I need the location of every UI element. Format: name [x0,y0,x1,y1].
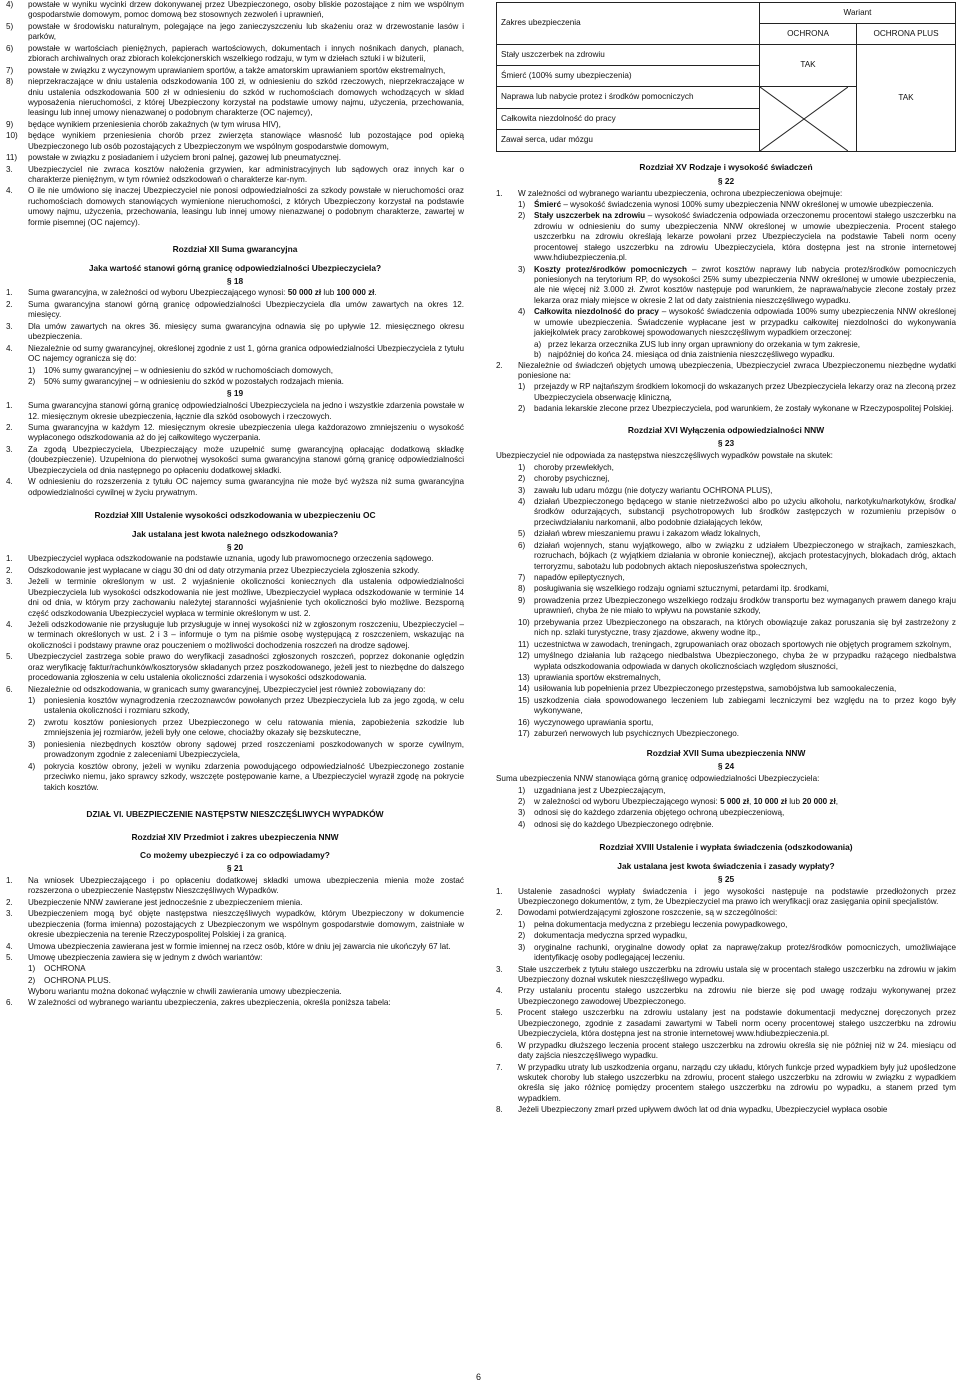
list-number: 14) [518,684,530,694]
list-item: 8) nieprzekraczające w dniu ustalenia odszkodowania 100 zł, w odniesieniu do szkód rzeczowych, nieprzekraczające w dniu ustalenia odszkodowania 500 zł w odniesieniu do szkód w ruchomościach domowych wchodzących w skład wyposażenia nieruchomości, z której Ubezpieczony korzystał na podstawie umowy najmu, użyczenia, przechowania, leasingu lub innej umowy nienazwanej o podobnym charakterze (OC najemcy), [6,77,464,118]
list-number: 3) [518,485,526,495]
paragraph: 3. Jeżeli w terminie określonym w ust. 2 wyjaśnienie okoliczności koniecznych dla ustalenia odpowiedzialności Ubezpieczyciela lub wysokości odszkodowania nie jest możliwe, Ubezpieczyciel wypłaca odszkodowanie w terminie 14 dni od dnia, w którym przy zachowaniu należytej staranności wyjaśnienie tych okoliczności było możliwe. Bezsporną część odszkodowania Ubezpieczyciel wypłaca w terminie określonym w ust. 2. [6,577,464,618]
table-header: OCHRONA PLUS [857,24,956,45]
table-cell: Śmierć (100% sumy ubezpieczenia) [497,66,760,87]
paragraph: 5. Procent stałego uszczerbku na zdrowiu ustalany jest na podstawie dokumentacji medycznej doręczonych przez Ubezpieczonego, zgodnie z zasadami zawartymi w Tabeli norm oceny procentowej stałego uszczerbku na zdrowiu Ubezpieczyciela, która dostępna jest na stronie internetowej www.hdiubezpieczenia.pl. [496,1008,956,1039]
list-item: 1) 10% sumy gwarancyjnej – w odniesieniu do szkód w ruchomościach domowych, [28,365,334,375]
chapter-question: Jak ustalana jest kwota należnego odszkodowania? [131,528,339,539]
list-item: 2) 50% sumy gwarancyjnej – w odniesieniu do szkód w pozostałych rodzajach mienia. [28,376,344,386]
list-item-text: zawału lub udaru mózgu (nie dotyczy wariantu OCHRONA PLUS), [534,485,773,495]
paragraph: Wyboru wariantu można dokonać wyłącznie w chwili zawierania umowy ubezpieczenia. [28,987,342,997]
list-item-text: działań wbrew mieszaniemu prawu i zakazom władz lokalnych, [534,529,761,539]
variant-table [496,2,956,152]
list-item: 2) dokumentacja medyczna sprzed wypadku, [518,931,688,941]
list-item: b) najpóźniej do końca 24. miesiąca od dnia zaistnienia nieszczęśliwego wypadku. [534,350,835,360]
list-item-text: uczestnictwa w zawodach, treningach, zgrupowaniach oraz obozach sportowych nie objętych programem szkolnym, [534,639,952,649]
paragraph: 1. Suma gwarancyjna, w zależności od wyboru Ubezpieczającego wynosi: 50 000 zł lub 100 000 zł. [6,288,377,298]
list-item [518,573,956,583]
list-number: 1) [518,462,526,472]
part-heading: DZIAŁ VI. UBEZPIECZENIE NASTĘPSTW NIESZCZĘŚLIWYCH WYPADKÓW [86,808,384,819]
paragraph: 1. W zależności od wybranego wariantu ubezpieczenia, ochrona ubezpieczeniowa obejmuje: [496,188,843,198]
paragraph: Ubezpieczyciel nie odpowiada za następstwa nieszczęśliwych wypadków powstałe na skutek: [496,451,833,461]
list-item [518,618,956,639]
list-item: 3) odnosi się do każdego zdarzenia objętego ochroną ubezpieczeniową, [518,808,785,818]
list-item: 1) uzgadniana jest z Ubezpieczającym, [518,785,666,795]
list-item [518,497,956,528]
list-item-text: posługiwania się wszelkiego rodzaju ogniami sztucznymi, petardami itp. środkami, [534,584,829,594]
paragraph: 3. Ubezpieczeniem mogą być objęte następstwa nieszczęśliwych wypadków, którym Ubezpieczony w dokumencie ubezpieczenia (forma imienna) pozostających z Ubezpieczonym we wspólnym gospodarstwie domowym, zaistniałe w okresie ubezpieczenia na terenie Rzeczypospolitej Polskiej i za granicą. [6,909,464,940]
table-row [497,45,956,66]
list-number: 2) [518,474,526,484]
paragraph: 5. Ubezpieczyciel zastrzega sobie prawo do weryfikacji zasadności zgłoszonych roszczeń, poprzez dokonanie oględzin oraz weryfikację faktur/rachunków/kosztorysów składanych przez poszkodowanego, jeżeli jest to niezbędne do dalszego procedowania zgłoszenia w celu ustalenia okoliczności zdarzenia i wysokości odszkodowania. [6,652,464,683]
cross-mark [760,87,848,151]
table-header: Zakres ubezpieczenia [497,3,760,45]
paragraph: 5. Umowę ubezpieczenia zawiera się w jednym z dwóch wariantów: [6,953,263,962]
list-item-text: przebywania przez Ubezpieczonego na obszarach, na których obowiązuje zakaz poruszania się był zastrzeżony z nich np. szlaki turystyczne, trasy zjazdowe, akweny wodne itp., [534,617,956,638]
page-number: 6 [476,1372,482,1382]
paragraph: 2. Suma gwarancyjna stanowi górną granicę odpowiedzialności Ubezpieczyciela dla umów zawartych na okres 12. miesięcy. [6,299,464,320]
chapter-heading: Rozdział XII Suma gwarancyjna [172,244,298,255]
table-cell: Całkowita niezdolność do pracy [497,108,760,130]
list-number: 15) [518,695,530,705]
section-mark: § 19 [226,388,244,399]
list-number: 13) [518,672,530,682]
paragraph: 6. W przypadku dłuższego leczenia procent stałego uszczerbku na zdrowiu określa się nie później niż w 24. miesiącu od daty zajścia nieszczęśliwego wypadku. [496,1040,956,1061]
list-item [518,729,956,739]
paragraph: 6. W zależności od wybranego wariantu ubezpieczenia, zakres ubezpieczenia, określa poniższa tabela: [6,997,391,1007]
list-item: 3) poniesienia niezbędnych kosztów obrony sądowej przed roszczeniami poszkodowanych w sporze cywilnym, prowadzonym zgodnie z zaleceniami Ubezpieczyciela, [28,739,464,760]
list-item: 1) Śmierć – wysokość świadczenia wynosi 100% sumy ubezpieczenia NNW określonej w umowie ubezpieczenia. [518,199,934,209]
paragraph: 3. Stałe uszczerbek z tytułu stałego uszczerbku na zdrowiu ustala się w procentach stałego uszczerbku na zdrowiu w jakim Ubezpieczony doznał wskutek nieszczęśliwego wypadku. [496,964,956,984]
list-number: 11) [518,639,530,649]
paragraph: 3. Za zgodą Ubezpieczyciela, Ubezpieczający może uzupełnić sumę gwarancyjną opłacając dodatkową składkę (doubezpieczenie). Uzupełniona do pierwotnej wysokości suma gwarancyjna stanowi górną granicę odpowiedzialności Ubezpieczyciela od dnia następnego po opłaceniu dodatkowej składki. [6,444,464,475]
section-mark: § 23 [717,438,735,449]
list-item [518,651,956,672]
list-item: 3) oryginalne rachunki, oryginalne dowody opłat za naprawę/zakup protez/środków pomocniczych, umożliwiające identyfikację osoby podlegającej leczeniu. [518,942,956,963]
list-number: 6) [518,540,526,550]
list-number: 9) [518,595,526,605]
list-item: 11) powstałe w związku z posiadaniem i użyciem broni palnej, gazowej lub pneumatycznej. [6,153,341,163]
list-item-text: usiłowania lub popełnienia przez Ubezpieczonego przestępstwa, samobójstwa lub samookaleczenia, [534,684,897,694]
list-item: 4) Całkowita niezdolność do pracy – wysokość świadczenia odpowiada 100% sumy ubezpieczenia NNW określonej w umowie ubezpieczenia. Świadczenie wypłacane jest w przypadku całkowitej niezdolności do wykonywania jakiejkolwiek pracy zarobkowej spowodowanych nieszczęśliwym wypadkiem orzeczonej: [518,307,956,338]
list-item [518,673,956,683]
crossed-cell [760,87,857,152]
list-item: 4) pokrycia kosztów obrony, jeżeli w wyniku zdarzenia powodującego odpowiedzialność Ubezpieczonego zostanie przeciwko niemu, jako sprawcy szkody, wszczęte postępowanie karne, a Ubezpieczyciel wyraził zgodę na pokrycie takich kosztów. [28,761,464,792]
list-item [518,474,956,484]
list-item-text: uszkodzenia ciała spowodowanego leczeniem lub zabiegami leczniczymi bez względu na to przez kogo były wykonywane, [534,695,956,716]
list-number: 5) [518,529,526,539]
chapter-question: Co możemy ubezpieczyć i za co odpowiadamy? [140,850,330,861]
list-number: 8) [518,584,526,594]
list-item-text: zaburzeń nerwowych lub psychicznych Ubezpieczonego. [534,729,740,739]
list-item: 1) OCHRONA [28,964,86,974]
list-item [518,684,956,694]
list-item [518,640,956,650]
left-column [6,0,464,1009]
section-mark: § 24 [717,761,735,772]
list-number: 12) [518,651,530,661]
chapter-heading: Rozdział XVII Suma ubezpieczenia NNW [646,747,806,758]
list-item-text: napadów epileptycznych, [534,573,625,582]
list-item: 4) odnosi się do każdego Ubezpieczonego odrębnie. [518,819,714,829]
paragraph: 2. Ubezpieczenie NNW zawierane jest jednocześnie z ubezpieczeniem mienia. [6,897,303,907]
list-item-text: wyczynowego uprawiania sportu, [534,717,654,727]
right-column [496,0,956,1117]
paragraph: 4. W odniesieniu do rozszerzenia z tytułu OC najemcy suma gwarancyjna nie może być wyższa niż suma gwarancyjna odpowiedzialności cywilnej w życiu prywatnym. [6,477,464,497]
list-number: 16) [518,717,530,727]
list-item-text: choroby psychicznej, [534,474,610,484]
list-item [518,584,956,594]
table-cell: Stały uszczerbek na zdrowiu [497,45,760,66]
list-item-text: prowadzenia przez Ubezpieczonego wszelkiego rodzaju środków transportu bez wymaganych prawem danego kraju uprawnień, chyba że nie miało to wpływu na powstanie szkody, [534,595,956,616]
list-item-text: uprawiania sportów ekstremalnych, [534,672,661,682]
chapter-question: Jaka wartość stanowi górną granicę odpowiedzialności Ubezpieczyciela? [88,262,382,273]
table-cell: Zawał serca, udar mózgu [497,130,760,152]
list-item: 4) powstałe w wyniku wycinki drzew dokonywanej przez Ubezpieczonego, osoby bliskie pozostające z nim we wspólnym gospodarstwie domowym, pomoc domową bez stosownych zezwoleń i uprawnień, [6,0,464,20]
list-item-text: działań wojennych, stanu wyjątkowego, albo w związku z udziałem Ubezpieczonego w strajkach, zamieszkach, rozruchach, bójkach (z wyjątkiem działania w obronie koniecznej), akcjach protestacyjnych, blokadach dróg, aktach terroryzmu, sabotażu lub podobnych aktach nieposłuszeństwa społecznych, [534,540,956,571]
paragraph: 2. Odszkodowanie jest wypłacane w ciągu 30 dni od daty otrzymania przez Ubezpieczyciela zgłoszenia szkody. [6,565,420,575]
list-number: 17) [518,729,530,739]
list-item-text: choroby przewlekłych, [534,462,614,472]
list-item: 1) poniesienia kosztów wynagrodzenia rzeczoznawców powołanych przez Ubezpieczyciela lub za jego zgodą, w celu ustalenia okoliczności i rozmiaru szkody, [28,696,464,716]
paragraph: 1. Ustalenie zasadności wypłaty świadczenia i jego wysokości następuje na podstawie przedłożonych przez Ubezpieczonego dokumentów, z tym, że Ubezpieczyciel ma prawo ich weryfikacji oraz zasięgania opinii specjalistów. [496,886,956,906]
paragraph: 7. W przypadku utraty lub uszkodzenia organu, narządu czy układu, których funkcje przed wypadkiem były już upośledzone wskutek choroby lub stałego uszczerbku na zdrowiu, procent stałego uszczerbku na zdrowiu w związku z wypadkiem określa się jako różnicę pomiędzy procentem stałego uszczerbku na zdrowiu po wypadku, a stanem przed tym wypadkiem. [496,1062,956,1103]
list-item [518,529,956,539]
paragraph: 4. Niezależnie od sumy gwarancyjnej, określonej zgodnie z ust 1, górna granica odpowiedzialności Ubezpieczyciela z tytułu OC najemcy ogranicza się do: [6,343,464,364]
table-cell: TAK [760,45,857,87]
paragraph: 4. O ile nie umówiono się inaczej Ubezpieczyciel nie ponosi odpowiedzialności za szkody powstałe w nieruchomości oraz ruchomościach domowych stanowiących wymienione nieruchomości, z których Ubezpieczony korzystał na podstawie umowy najmu, użyczenia, przechowania, leasingu lub innej umowy nienazwanej o podobnym charakterze, zawartej w formie pisemnej (OC najemcy). [6,186,464,227]
list-item [518,486,956,496]
paragraph: 2. Dowodami potwierdzającymi zgłoszone roszczenie, są w szczególności: [496,908,778,918]
list-item: 2) badania lekarskie zlecone przez Ubezpieczyciela, pod warunkiem, że zostały wykonane w Rzeczypospolitej Polskiej. [518,404,954,414]
list-item [518,541,956,572]
table-cell: TAK [857,45,956,152]
list-item: 1) przejazdy w RP najtańszym środkiem lokomocji do wskazanych przez Ubezpieczyciela lekarzy oraz na zleconą przez Ubezpieczyciela obserwację kliniczną, [518,382,956,402]
table-cell: Naprawa lub nabycie protez i środków pomocniczych [497,87,760,109]
paragraph: 1. Ubezpieczyciel wypłaca odszkodowanie na podstawie uznania, ugody lub prawomocnego orzeczenia sądowego. [6,554,434,564]
list-number: 7) [518,573,526,582]
paragraph: Suma ubezpieczenia NNW stanowiąca górną granicę odpowiedzialności Ubezpieczyciela: [496,774,820,784]
chapter-heading: Rozdział XVI Wyłączenia odpowiedzialności NNW [627,424,825,435]
table-header: OCHRONA [760,24,857,45]
list-item-text: umyślnego działania lub rażącego niedbalstwa Ubezpieczonego, chyba że w przypadku rażącego niedbalstwa wypłata odszkodowania odpowiada w danych okolicznościach względom słuszności, [534,651,956,671]
list-item [518,696,956,717]
chapter-heading: Rozdział XIV Przedmiot i zakres ubezpieczenia NNW [131,831,339,842]
section-mark: § 22 [717,175,735,186]
list-item-text: działań Ubezpieczonego będącego w stanie nietrzeźwości albo po użyciu alkoholu, narkotyku/narkotyków, środka/środków odurzających, substancji psychotropowych lub środków zastępczych w rozumieniu przepisów o przeciwdziałaniu narkomanii, albo podobnie działających leków, [534,496,956,527]
chapter-heading: Rozdział XVIII Ustalenie i wypłata świadczenia (odszkodowania) [599,842,853,853]
chapter-heading: Rozdział XIII Ustalenie wysokości odszkodowania w ubezpieczeniu OC [94,510,376,521]
chapter-heading: Rozdział XV Rodzaje i wysokość świadczeń [639,162,813,172]
list-number: 10) [518,617,530,627]
exclusion-list [496,463,956,740]
list-item: 3) Koszty protez/środków pomocniczych – zwrot kosztów naprawy lub nabycia protez/środków pomocniczych poniesionych na terytorium RP, do wysokości 25% sumy ubezpieczenia NNW określonej w umowie ubezpieczenia, ale nie więcej niż 3.000 zł. Zwrot kosztów następuje pod warunkiem, że naprawa/nabycie zlecone zostały przez lekarza oraz miały miejsce w okresie 2 lat od daty zaistnienia nieszczęśliwego wypadku. [518,264,956,305]
paragraph: 4. Umowa ubezpieczenia zawierana jest w formie imiennej na rzecz osób, które w dniu jej zawarcia nie ukończyły 67 lat. [6,941,451,951]
section-mark: § 25 [717,873,735,884]
list-item: 5) powstałe w środowisku naturalnym, polegające na jego zanieczyszczeniu lub skażeniu oraz w drzewostanie lasów i parków, [6,21,464,42]
paragraph: 2. Niezależnie od świadczeń objętych umową ubezpieczenia, Ubezpieczyciel zwraca Ubezpieczonemu niezbędne wydatki poniesione na: [496,360,956,380]
list-item: 10) będące wynikiem przeniesienia chorób przez zwierzęta stanowiące własność lub pozostające pod opieką Ubezpieczonego lub osób pozostających z Ubezpieczonym we wspólnym gospodarstwie domowym, [6,131,464,151]
paragraph: 6. Niezależnie od odszkodowania, w granicach sumy gwarancyjnej, Ubezpieczyciel jest również zobowiązany do: [6,684,426,694]
list-item: 2) OCHRONA PLUS. [28,975,111,985]
paragraph: 4. Jeżeli odszkodowanie nie przysługuje lub przysługuje w innej wysokości niż w zgłoszonym roszczeniu, Ubezpieczyciel – w terminach określonych w ust. 2 i 3 – informuje o tym na piśmie osobę występującą z roszczeniem, wskazując na okoliczności i podstawy prawne oraz pouczeniem o możliwości dochodzenia roszczeń na drodze sądowej. [6,619,464,650]
paragraph: 3. Ubezpieczyciel nie zwraca kosztów nałożenia grzywien, kar administracyjnych lub sądowych oraz innych kar o charakterze pieniężnym, w tym również odszkodowań o charakterze kar-nym. [6,164,464,184]
list-item: 1) pełna dokumentacja medyczna z przebiegu leczenia powypadkowego, [518,919,788,929]
paragraph: 8. Jeżeli Ubezpieczony zmarł przed upływem dwóch lat od dnia wypadku, Ubezpieczyciel wypłaca osobie [496,1105,888,1115]
paragraph: 1. Suma gwarancyjna stanowi górną granicę odpowiedzialności Ubezpieczyciela na jedno i wszystkie zdarzenia powstałe w 12. miesięcznym okresie ubezpieczenia, łącznie dla szkód osobowych i rzeczowych. [6,401,464,421]
list-item: 2) Stały uszczerbek na zdrowiu – wysokość świadczenia odpowiada orzeczonemu procentowi stałego uszczerbku na zdrowiu w odniesieniu do sumy ubezpieczenia NNW określonej w umowie ubezpieczenia. Procent stałego uszczerbku na zdrowiu określają lekarze powołani przez Ubezpieczyciela na podstawie Tabeli norm oceny procentowej stałego uszczerbku na zdrowiu Ubezpieczyciela, która dostępna jest na stronie internetowej www.hdiubezpieczenia.pl. [518,211,956,263]
section-mark: § 18 [226,275,244,286]
list-item: 6) powstałe w wartościach pieniężnych, papierach wartościowych, dokumentach i innych nośnikach danych, planach, zbiorach archiwalnych oraz zbiorach kolekcjonerskich wszelkiego rodzaju, w tym w dziełach sztuki i w biżuterii, [6,43,464,64]
paragraph: 3. Dla umów zawartych na okres 36. miesięcy suma gwarancyjna odnawia się po upływie 12. miesięcznego okresu ubezpieczenia. [6,321,464,342]
paragraph: 1. Na wniosek Ubezpieczającego i po opłaceniu dodatkowej składki umowa ubezpieczenia mienia może zostać rozszerzona o ubezpieczenie Następstw Nieszczęśliwych Wypadków. [6,875,464,896]
list-item: 2) w zależności od wyboru Ubezpieczającego wynosi: 5 000 zł, 10 000 zł lub 20 000 zł, [518,796,839,806]
section-mark: § 21 [226,863,244,874]
list-item [518,596,956,617]
chapter-question: Jak ustalana jest kwota świadczenia i zasady wypłaty? [617,861,835,871]
list-item [518,718,956,728]
table-header: Wariant [760,3,956,24]
paragraph: 4. Przy ustalaniu procentu stałego uszczerbku na zdrowiu nie bierze się pod uwagę rodzaju wykonywanej przez Ubezpieczonego zawodowej Ubezpieczonego. [496,986,956,1006]
paragraph: 2. Suma gwarancyjna w każdym 12. miesięcznym okresie ubezpieczenia ulega każdorazowo zmniejszeniu o wysokość wypłaconego odszkodowania aż do jej całkowitego wyczerpania. [6,423,464,443]
list-item [518,463,956,473]
list-number: 4) [518,496,526,506]
list-item: a) przez lekarza orzecznika ZUS lub inny organ uprawniony do orzekania w tym zakresie, [534,339,861,349]
list-item: 7) powstałe w związku z wyczynowym uprawianiem sportów, a także amatorskim uprawianiem sportów ekstremalnych, [6,65,446,75]
list-item: 2) zwrotu kosztów poniesionych przez Ubezpieczonego w celu ratowania mienia, zapobieżenia szkodzie lub zmniejszenia jej rozmiarów, jeżeli były one celowe, chociażby okazały się bezskuteczne, [28,717,464,738]
section-mark: § 20 [226,541,244,552]
list-item: 9) będące wynikiem przeniesienia chorób zakaźnych (w tym wirusa HIV), [6,119,281,129]
